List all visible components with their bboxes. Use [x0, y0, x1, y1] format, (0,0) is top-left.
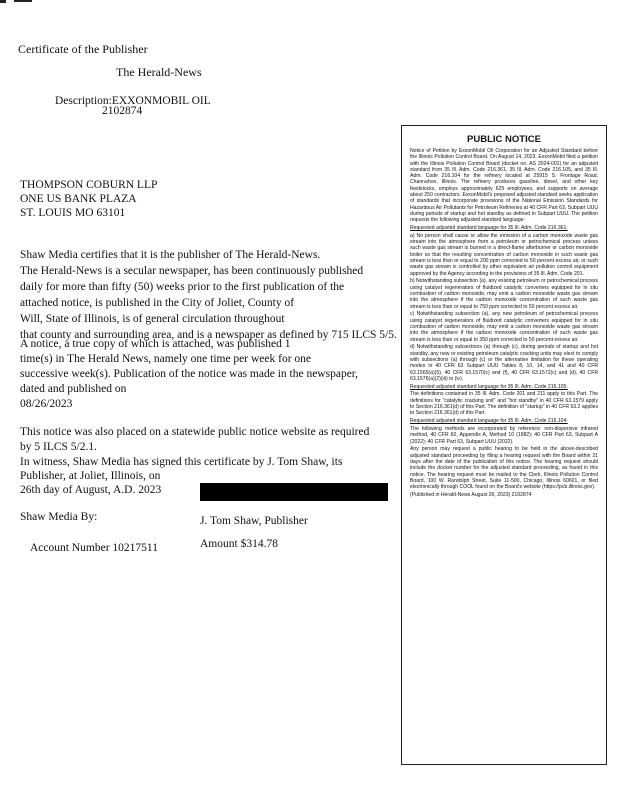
publication-date: 08/26/2023 — [20, 398, 73, 410]
scan-mark — [0, 0, 6, 3]
body-p3-line: 26th day of August, A.D. 2023 — [20, 484, 162, 496]
notice-paragraph: d) Notwithstanding subsections (a) through (c), during periods of startup and hot standby, any new or existing petroleum catalytic cracking units may elect to comply with subsections (a) through (c) or the alternative limitation for these operating modes in 40 CFR 63 Subpart UUU Tables 8, 10, 14, and 41 and 40 CFR 63.1565(a)(5), 40 CFR 63.1570(c) and (f), 40 CFR 63.1572(c) and (d), 40 CFR 63.1576(a)(2)(iii) to (iv). — [410, 344, 598, 382]
addressee-line-2: ONE US BANK PLAZA — [20, 193, 137, 205]
notice-heading: PUBLIC NOTICE — [467, 134, 541, 145]
body-p1-line: Will, State of Illinois, is of general circulation throughout — [20, 313, 285, 325]
amount: Amount $314.78 — [200, 538, 278, 550]
addressee-line-3: ST. LOUIS MO 63101 — [20, 207, 126, 219]
notice-paragraph: b) Notwithstanding subsection (a), any existing petroleum or petrochemical process using catalyst regenerators of fluidized catalytic converters equipped for in situ combustion of carbon monoxide, may emit a carbon monoxide waste gas stream into the atmosphere if the carbon monoxide concentration of such waste gas stream is less than or equal to 750 ppm corrected to 50 percent excess air. — [410, 278, 598, 310]
notice-body — [410, 148, 598, 498]
addressee-line-1: THOMPSON COBURN LLP — [20, 179, 158, 191]
notice-paragraph: a) No person shall cause or allow the emission of a carbon monoxide waste gas stream into the atmosphere from a petroleum or petrochemical process unless such waste gas stream is burned in a direct-flame afterburner or carbon monoxide boiler so that the resulting concentration of carbon monoxide in such waste gas stream is less than or equal to 200 ppm corrected to 50 percent excess air, or such waste gas stream is controlled by other equivalent air pollution control equipment approved by the Agency according to the provisions of 35 Ill. Adm. Code 201. — [410, 232, 598, 277]
body-p3-line: Publisher, at Joliet, Illinois, on — [20, 470, 161, 482]
public-notice-clipping — [401, 125, 607, 765]
body-p1-line: The Herald-News is a secular newspaper, has been continuously published — [20, 265, 364, 277]
scan-mark — [14, 0, 32, 2]
notice-paragraph: c) Notwithstanding subsection (a), any new petroleum of petrochemical process using catalyst regenerators of fluidized catalytic converters equipped for in situ combustion of carbon monoxide, may emit a carbon monoxide waste gas stream into the atmosphere if the carbon monoxide concentration of such waste gas stream is less than or equal to 350 ppm corrected to 50 percent excess air. — [410, 311, 598, 343]
signer-name: J. Tom Shaw, Publisher — [200, 515, 308, 527]
description: Description:EXXONMOBIL OIL — [55, 95, 211, 107]
body-p2-line: time(s) in The Herald News, namely one time per week for one — [20, 353, 312, 365]
signature-redaction — [200, 483, 388, 501]
shaw-media-by-label: Shaw Media By: — [20, 511, 98, 523]
certificate-title: Certificate of the Publisher — [18, 42, 148, 56]
notice-paragraph: (Published in Herald-News August 26, 2023) 2102874 — [410, 491, 532, 498]
account-number: Account Number 10217511 — [30, 542, 158, 554]
body-p1-line: that county and surrounding area, and is a newspaper as defined by 715 ILCS 5/5. — [20, 329, 397, 341]
body-p1-line: Shaw Media certifies that it is the publisher of The Herald-News. — [20, 249, 321, 261]
notice-paragraph: The following methods are incorporated by reference: non-dispersive infrared method, 40 CFR 60, Appendix A, Method 10 (1982); 40 CFR Part 63, Subpart A (2022); 40 CFR Part 63, Subpart UUU (2022). — [410, 425, 598, 445]
body-p2-line: dated and published on — [20, 383, 127, 395]
body-p3-line: This notice was also placed on a statewide public notice website as required — [20, 426, 370, 438]
notice-paragraph: The definitions contained in 35 Ill. Adm. Code 201 and 211 apply to this Part. The definitions for "catalytic cracking unit" and "hot standby" in 40 CFR 63.1579 apply to Section 216.361(d) of this Part. The definition of "startup" in 40 CFR 63.2 applies to Section 216.361(d) of this Part. — [410, 391, 598, 417]
body-p1-line: attached notice, is published in the City of Joliet, County of — [20, 297, 295, 309]
body-p3-line: In witness, Shaw Media has signed this certificate by J. Tom Shaw, its — [20, 456, 343, 468]
notice-paragraph: Any person may request a public hearing to be held in the above-described adjusted standard proceeding by filing a hearing request with the Board within 21 days after the date of the publication of this notice. The hearing request should include the docket number for the adjusted standard proceeding, as found in this notice. The hearing request must be mailed to the Clerk, Illinois Pollution Control Board, 100 W. Randolph Street, Suite 11-500, Chicago, Illinois 60601, or filed electronically through COOL found on the Board's website (https://pcb.illinois.gov). — [410, 446, 598, 491]
notice-paragraph: Notice of Petition by ExxonMobil Oil Corporation for an Adjusted Standard before the Illinois Pollution Control Board. On August 14, 2023, ExxonMobil filed a petition with the Illinois Pollution Control Board (docket no. AS 2024-001) for an adjusted standard from 35 Ill. Adm. Code 216.361, 35 Ill. Adm. Code 216.105, and 35 Ill. Adm. Code 216.104 for the refinery located at 25915 S. Frontage Road, Channahon, Illinois. The refinery produces gasoline, diesel, and other key feedstocks, employs approximately 625 employees, and supports on average about 250 contractors. ExxonMobil's proposed adjusted standard seeks application of standards that incorporate provisions of the National Emission Standards for Hazardous Air Pollutants for Petroleum Refineries at 40 CFR Part 63, Subpart UUU during periods of startup and hot standby as defined in Subpart UUU. The petition requests the following adjusted standard language: — [410, 148, 598, 224]
notice-paragraph: Requested adjusted standard language for 35 Ill. Adm. Code 216.105: — [410, 383, 568, 390]
paper-name: The Herald-News — [116, 65, 202, 79]
ad-number: 2102874 — [102, 105, 143, 117]
body-p2-line: A notice, a true copy of which is attached, was published 1 — [20, 338, 291, 350]
notice-paragraph: Requested adjusted standard language for 35 Ill. Adm. Code 216.104: — [410, 418, 568, 425]
body-p2-line: successive week(s). Publication of the notice was made in the newspaper, — [20, 368, 359, 380]
notice-paragraph: Requested adjusted standard language for 35 Ill. Adm. Code 216.361: — [410, 225, 568, 232]
body-p3-line: by 5 ILCS 5/2.1. — [20, 441, 97, 453]
body-p1-line: daily for more than fifty (50) weeks prior to the first publication of the — [20, 281, 345, 293]
